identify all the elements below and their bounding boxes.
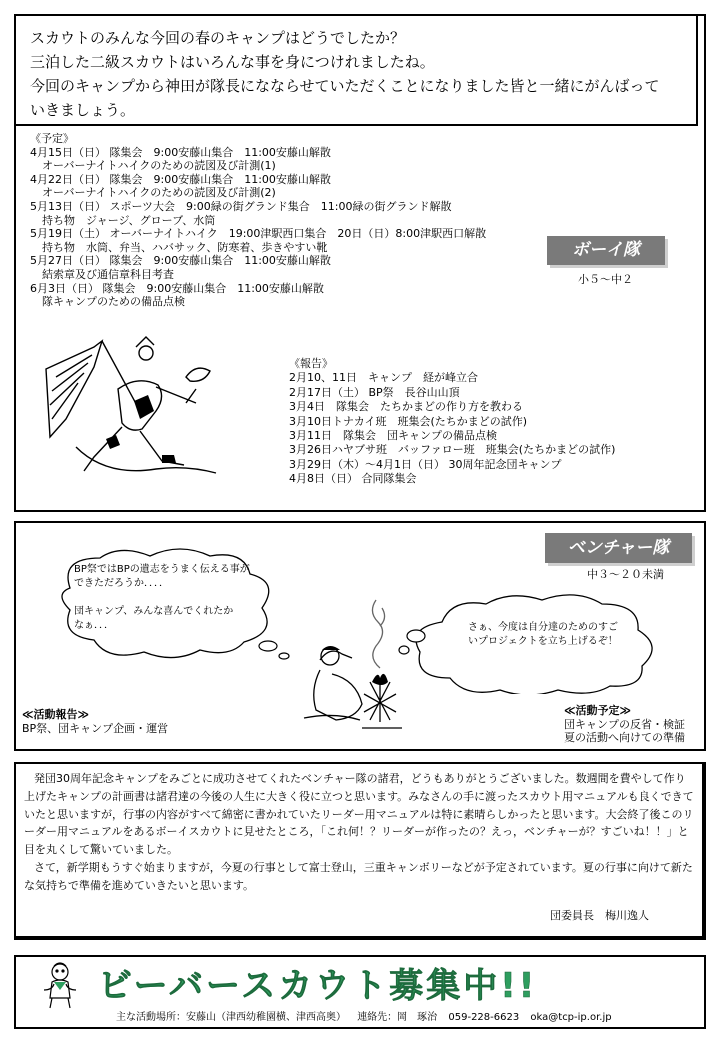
- activity-report-item: BP祭、団キャンプ企画・運営: [22, 721, 169, 735]
- report-item: 2月17日（土） BP祭 長谷山山頂: [289, 385, 460, 399]
- bubble-line: [74, 591, 250, 605]
- report-item: 3月29日（木）～4月1日（日） 30周年記念団キャンプ: [289, 457, 562, 471]
- beaver-mascot-icon: [40, 960, 80, 1010]
- scout-campfire-illustration: [290, 590, 420, 740]
- venture-scouts-badge: ベンチャー隊: [545, 533, 692, 563]
- activity-location: 主な活動場所：安藤山（津西幼稚園横、津西高奥）: [116, 1012, 346, 1023]
- report-item: 4月8日（日） 合同隊集会: [289, 472, 417, 486]
- intro-line: いきましょう。: [30, 101, 136, 119]
- contact-phone: 059-228-6623: [448, 1012, 520, 1023]
- contact-person: 連絡先：岡 琢治: [357, 1012, 438, 1023]
- intro-line: スカウトのみんな今回の春のキャンプはどうでしたか？: [30, 29, 406, 47]
- schedule-item: 6月3日（日） 隊集会 9:00安藤山集合 11:00安藤山解散: [30, 281, 324, 295]
- schedule-detail: オーバーナイトハイクのための読図及び計測(1): [42, 159, 276, 173]
- bubble-line: 団キャンプ、みんな喜んでくれたか: [74, 606, 234, 617]
- schedule-detail: 隊キャンプのための備品点検: [42, 295, 185, 309]
- message-signature: 団委員長 梅川逸人: [550, 909, 649, 922]
- report-item: 3月10日トナカイ班 班集会(たちかまどの試作): [289, 414, 528, 428]
- recruit-title: ビーバースカウト募集中!!: [98, 966, 538, 1006]
- intro-message: [30, 26, 660, 122]
- boy-report: [289, 357, 615, 487]
- schedule-detail: 結索章及び通信章科目考査: [42, 267, 174, 281]
- schedule-heading: 《予定》: [30, 132, 74, 145]
- contact-email[interactable]: oka@tcp-ip.or.jp: [530, 1012, 612, 1023]
- schedule-item: 5月19日（土） オーバーナイトハイク 19:00津駅西口集合 20日（日）8:00津駅西口解散: [30, 227, 487, 241]
- schedule-item: 4月15日（日） 隊集会 9:00安藤山集合 11:00安藤山解散: [30, 145, 331, 159]
- schedule-detail: 持ち物 ジャージ、グローブ、水筒: [42, 213, 216, 227]
- schedule-detail: オーバーナイトハイクのための読図及び計測(2): [42, 186, 276, 200]
- activity-plan-heading: ≪活動予定≫: [564, 704, 632, 717]
- bubble-line: BP祭ではBPの遺志をうまく伝える事が: [74, 564, 250, 575]
- committee-message: [24, 770, 694, 895]
- activity-report: [22, 708, 168, 735]
- schedule-item: 4月22日（日） 隊集会 9:00安藤山集合 11:00安藤山解散: [30, 172, 331, 186]
- bubble-line: さぁ、今度は自分達のためのすご: [468, 622, 618, 633]
- contact-info: [116, 1008, 620, 1023]
- report-item: 3月26日ハヤブサ班 バッファロー班 班集会(たちかまどの試作): [289, 443, 616, 457]
- boy-scouts-badge: ボーイ隊: [547, 236, 665, 265]
- venture-age-range: 中３～２０未満: [587, 568, 664, 581]
- bubble-line: いプロジェクトを立ち上げるぞ！: [468, 636, 618, 647]
- activity-plan: [564, 704, 685, 745]
- message-paragraph: 発団30周年記念キャンプをみごとに成功させてくれたベンチャー隊の諸君，どうもありがとうございました。数週間を費やして作り上げたキャンプの計画書は諸君達の今後の人生に大きく役に立つと思います。みなさんの手に渡ったスカウト用マニュアルも良くできていたと思いますが，行事の内容がすべて綿密に書かれていたリーダー用マニュアルは特に素晴らしかったと思います。大会終了後このリーダー用マニュアルをあるボーイスカウトに見せたところ，「これ何！？リーダーが作ったの？えっ，ベンチャーが？すごいね！！」と目を丸くして驚いていました。: [24, 772, 694, 857]
- report-item: 2月10、11日 キャンプ 経が峰立合: [289, 371, 478, 385]
- message-paragraph: さて，新学期もうすぐ始まりますが，今夏の行事として富士登山，三重キャンボリーなどが予定されています。夏の行事に向けて新たな気持ちで準備を進めていきたいと思います。: [24, 860, 693, 892]
- thought-bubble-left-text: [74, 563, 250, 633]
- boy-age-range: 小５～中２: [578, 273, 633, 286]
- schedule-item: 5月27日（日） 隊集会 9:00安藤山集合 11:00安藤山解散: [30, 254, 331, 268]
- activity-plan-item: 団キャンプの反省・検証: [564, 717, 685, 731]
- report-item: 3月11日 隊集会 団キャンプの備品点検: [289, 429, 497, 443]
- activity-report-heading: ≪活動報告≫: [22, 708, 90, 721]
- report-item: 3月4日 隊集会 たちかまどの作り方を教わる: [289, 400, 523, 414]
- activity-plan-item: 夏の活動へ向けての準備: [564, 731, 685, 744]
- report-heading: 《報告》: [289, 357, 333, 370]
- scout-hiking-illustration: [36, 327, 236, 487]
- schedule-detail: 持ち物 水筒、弁当、ハバサック、防寒着、歩きやすい靴: [42, 240, 328, 254]
- boy-schedule: [30, 132, 486, 309]
- intro-line: 今回のキャンプから神田が隊長になならせていただくことになりました皆と一緒にがんばって: [30, 77, 660, 95]
- bubble-line: なぁ．．．: [74, 620, 114, 631]
- thought-bubble-right-text: [468, 621, 618, 649]
- bubble-line: できただろうか．．．．: [74, 578, 169, 589]
- schedule-item: 5月13日（日） スポーツ大会 9:00緑の街グランド集合 11:00緑の街グランド解散: [30, 199, 452, 213]
- intro-line: 三泊した二級スカウトはいろんな事を身につけれましたね。: [30, 53, 435, 71]
